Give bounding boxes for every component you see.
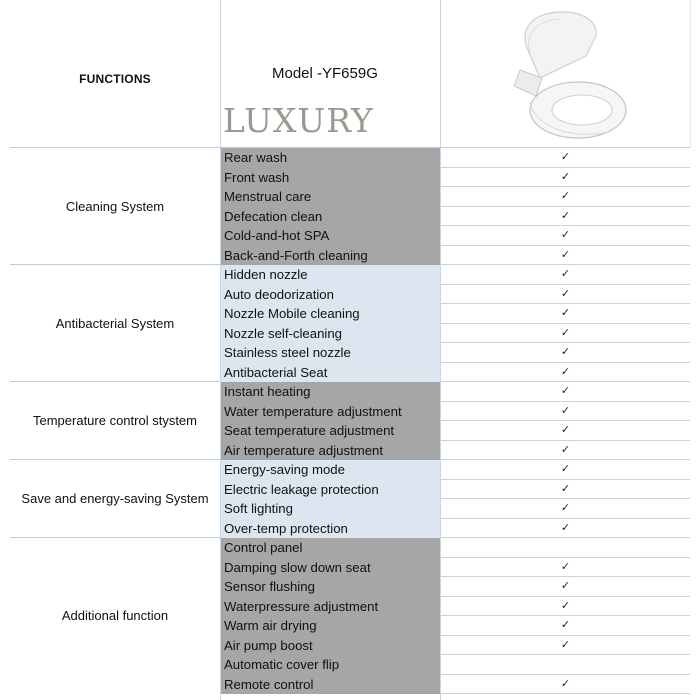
group-label: Temperature control stystem [32, 413, 197, 428]
feature-label: Control panel [221, 538, 440, 558]
feature-label: Electric leakage protection [221, 480, 440, 500]
group-divider [10, 264, 220, 265]
model-label: Model -YF659G [272, 65, 378, 82]
check-mark: ✓ [441, 363, 690, 383]
group-divider [10, 459, 220, 460]
check-mark: ✓ [441, 441, 690, 461]
group-divider [10, 381, 220, 382]
feature-label: Over-temp protection [221, 519, 440, 539]
check-mark: ✓ [441, 460, 690, 480]
check-mark: ✓ [441, 324, 690, 344]
feature-label: Hidden nozzle [221, 265, 440, 285]
feature-label: Stainless steel nozzle [221, 343, 440, 363]
feature-label: Cold-and-hot SPA [221, 226, 440, 246]
feature-label: Defecation clean [221, 207, 440, 227]
check-mark: ✓ [441, 675, 690, 695]
feature-label: Sensor flushing [221, 577, 440, 597]
group-label: Antibacterial System [55, 315, 175, 331]
feature-label: Remote control [221, 675, 440, 695]
functions-header: FUNCTIONS [79, 72, 151, 86]
check-mark: ✓ [441, 226, 690, 246]
check-mark: ✓ [441, 265, 690, 285]
check-mark: ✓ [441, 597, 690, 617]
feature-label: Menstrual care [221, 187, 440, 207]
feature-label: Automatic cover flip [221, 655, 440, 675]
feature-label: Damping slow down seat [221, 558, 440, 578]
feature-label: Air pump boost [221, 636, 440, 656]
feature-label: Warm air drying [221, 616, 440, 636]
feature-label: Air temperature adjustment [221, 441, 440, 461]
check-mark [441, 538, 690, 558]
feature-label: Nozzle Mobile cleaning [221, 304, 440, 324]
check-mark [441, 655, 690, 675]
check-mark: ✓ [441, 499, 690, 519]
feature-label: Water temperature adjustment [221, 402, 440, 422]
check-mark: ✓ [441, 480, 690, 500]
check-mark: ✓ [441, 168, 690, 188]
check-mark: ✓ [441, 636, 690, 656]
check-mark: ✓ [441, 207, 690, 227]
group-label: Cleaning System [65, 198, 165, 214]
column-divider [690, 0, 691, 147]
feature-label: Soft lighting [221, 499, 440, 519]
check-mark: ✓ [441, 285, 690, 305]
check-mark: ✓ [441, 421, 690, 441]
group-label: Save and energy-saving System [21, 491, 209, 506]
check-mark: ✓ [441, 519, 690, 539]
feature-label: Seat temperature adjustment [221, 421, 440, 441]
check-mark: ✓ [441, 382, 690, 402]
series-name: LUXURY [223, 101, 374, 140]
feature-label: Energy-saving mode [221, 460, 440, 480]
check-mark: ✓ [441, 148, 690, 168]
check-mark: ✓ [441, 246, 690, 266]
check-mark: ✓ [441, 304, 690, 324]
check-mark: ✓ [441, 187, 690, 207]
check-mark: ✓ [441, 577, 690, 597]
feature-label: Back-and-Forth cleaning [221, 246, 440, 266]
check-mark: ✓ [441, 402, 690, 422]
group-label: Additional function [61, 608, 169, 623]
feature-label: Instant heating [221, 382, 440, 402]
check-mark: ✓ [441, 616, 690, 636]
check-mark: ✓ [441, 558, 690, 578]
feature-label: Nozzle self-cleaning [221, 324, 440, 344]
feature-label: Auto deodorization [221, 285, 440, 305]
feature-label: Waterpressure adjustment [221, 597, 440, 617]
feature-label: Front wash [221, 168, 440, 188]
group-divider [10, 537, 220, 538]
check-mark: ✓ [441, 343, 690, 363]
feature-label: Antibacterial Seat [221, 363, 440, 383]
toilet-seat-icon [500, 6, 630, 144]
feature-label: Rear wash [221, 148, 440, 168]
